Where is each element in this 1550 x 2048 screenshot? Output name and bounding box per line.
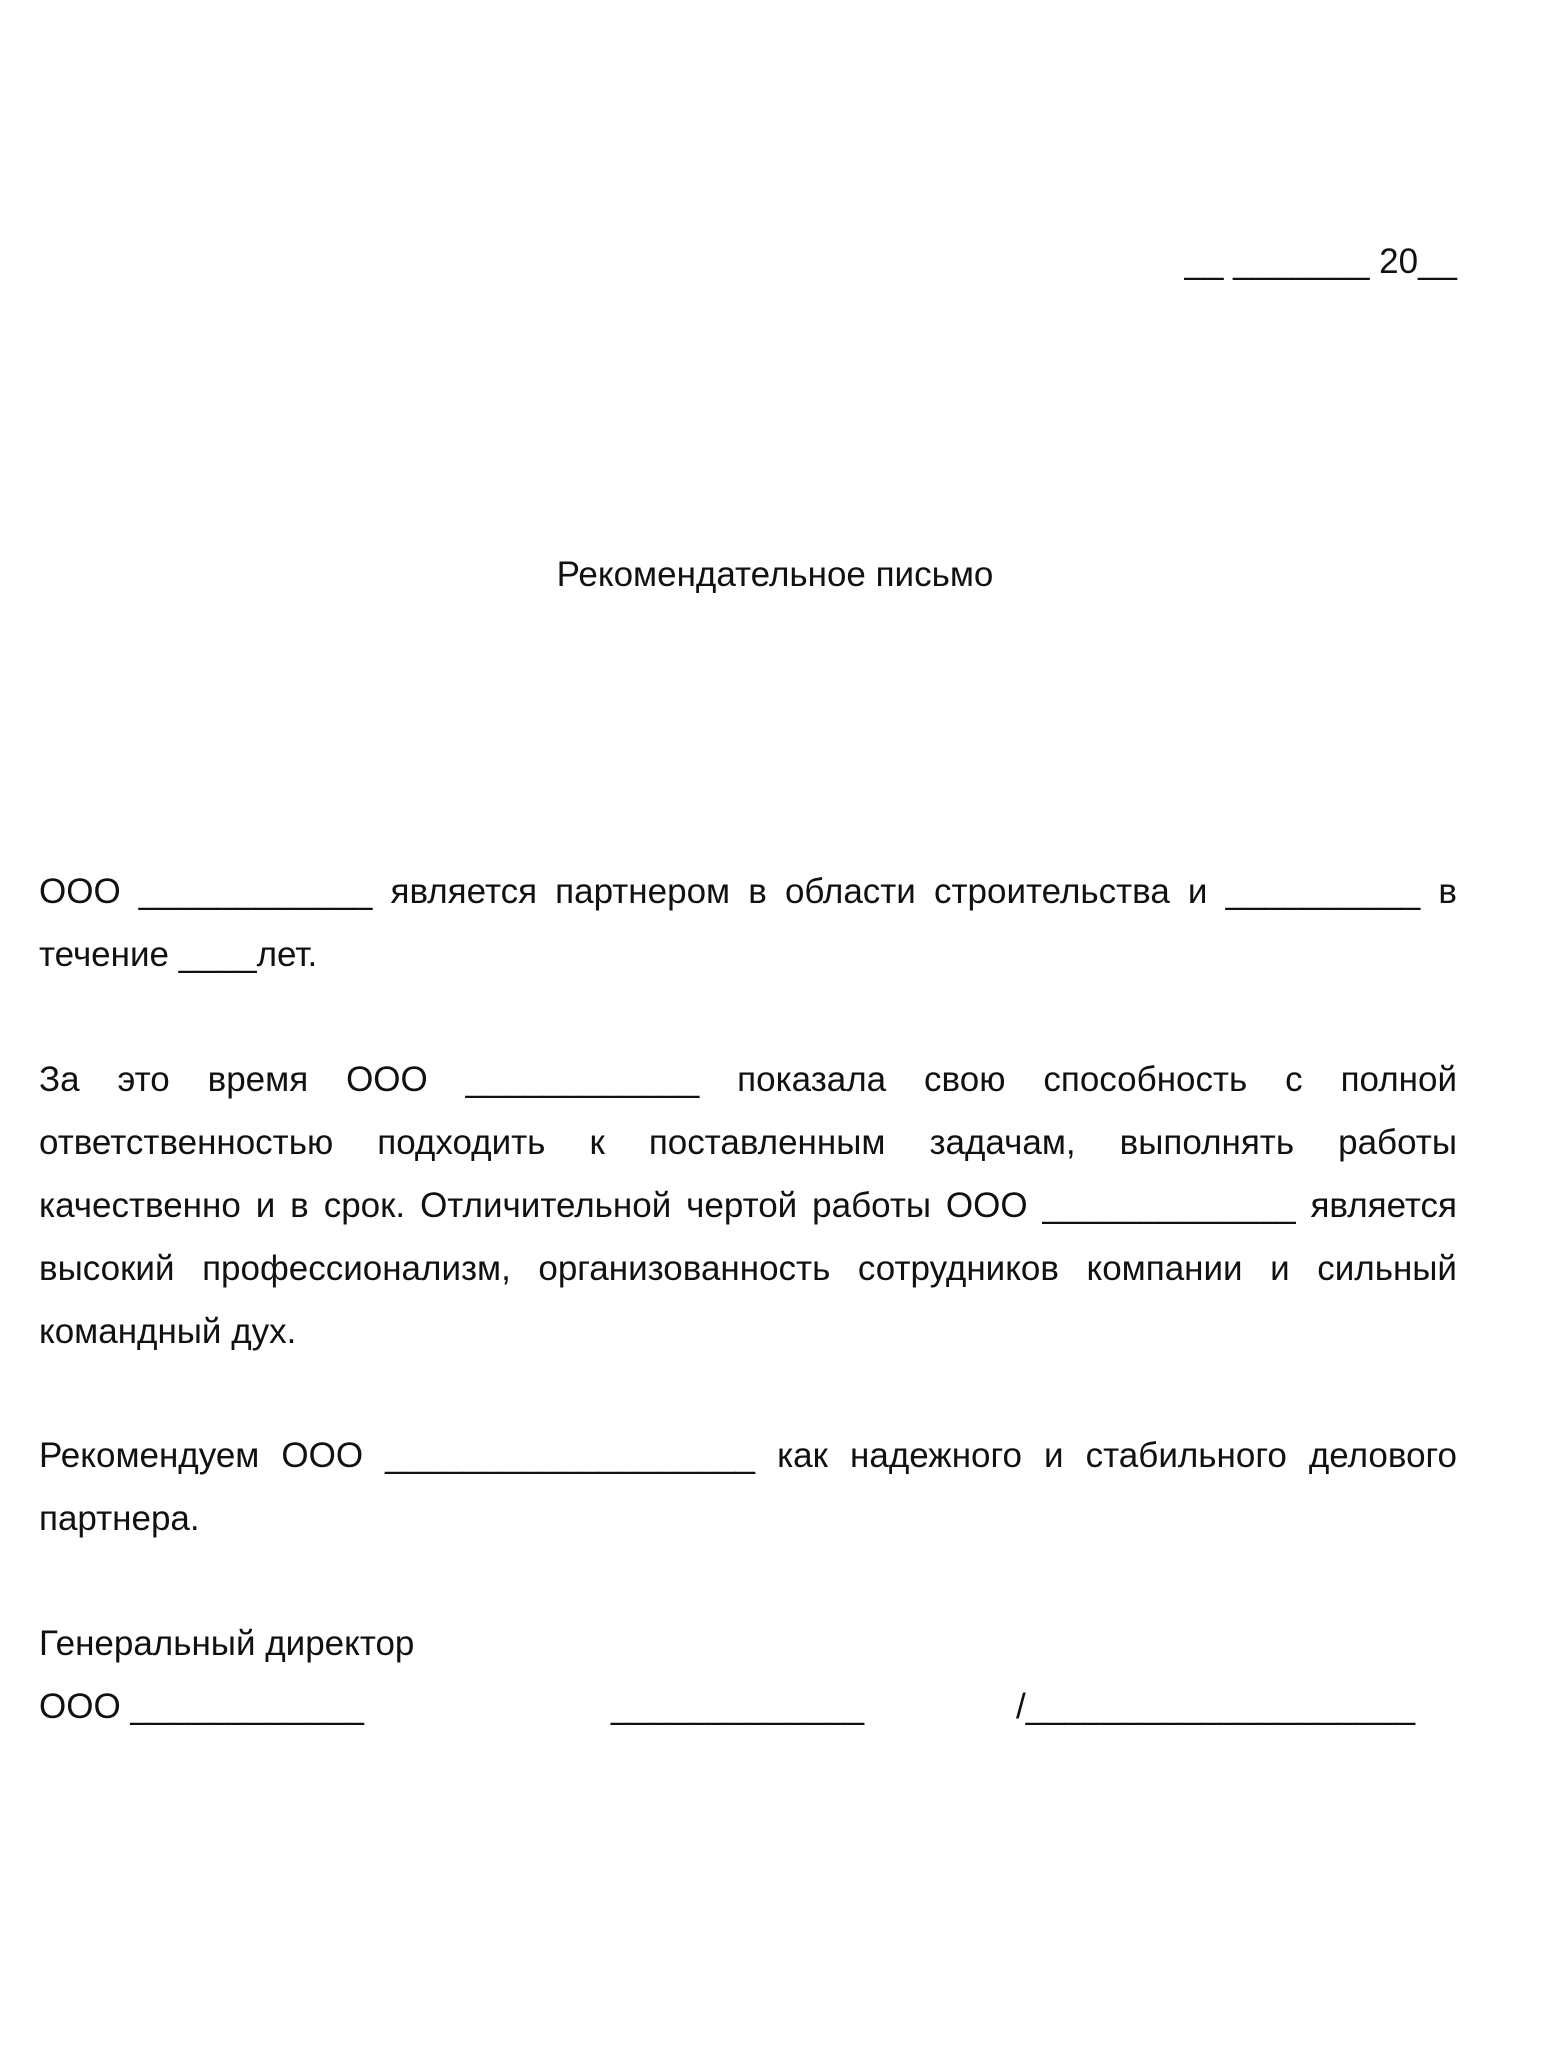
paragraph-recommendation (39, 1424, 1457, 1550)
paragraph-text: За это время ООО ____________ показала свою способность с полной ответственностью подходить к поставленным задачам, выполнять работы качественно и в срок. Отличительной чертой работы ООО _____________ является высокий профессионализм, организованность сотрудников компании и сильный командный дух. (39, 1060, 1457, 1351)
signature-company: ООО ____________ (39, 1687, 364, 1726)
paragraph-text: Рекомендуем ООО ___________________ как надежного и стабильного делового партнера. (39, 1436, 1457, 1538)
signature-blank: _____________ (611, 1687, 865, 1726)
signature-position: Генеральный директор (39, 1624, 415, 1663)
signature-name-blank: /____________________ (1016, 1687, 1416, 1726)
date-line: __ _______ 20__ (1184, 242, 1457, 281)
paragraph-text: ООО ____________ является партнером в области строительства и __________ в течение ____лет. (39, 872, 1457, 974)
document-title: Рекомендательное письмо (556, 555, 994, 594)
paragraph-qualities (39, 1048, 1457, 1363)
paragraph-partnership (39, 860, 1457, 986)
